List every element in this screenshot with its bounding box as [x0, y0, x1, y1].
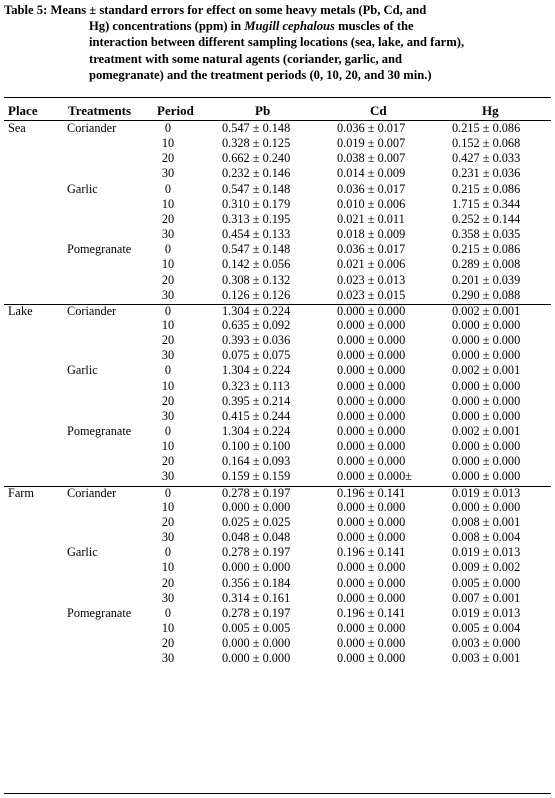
cd-cell: 0.000 ± 0.000: [337, 378, 406, 393]
hg-cell: 1.715 ± 0.344: [452, 196, 521, 211]
hg-cell: 0.000 ± 0.000: [452, 317, 521, 332]
place-cell: Sea: [8, 121, 26, 135]
pb-cell: 0.310 ± 0.179: [222, 196, 291, 211]
hg-cell: 0.000 ± 0.000: [452, 408, 521, 423]
period-cell: 10: [161, 136, 175, 151]
pb-cell: 0.278 ± 0.197: [222, 545, 291, 560]
pb-cell: 0.159 ± 0.159: [222, 469, 291, 484]
hg-cell: 0.000 ± 0.000: [452, 378, 521, 393]
hg-cell: 0.000 ± 0.000: [452, 454, 521, 469]
pb-cell: 0.278 ± 0.197: [222, 485, 291, 500]
period-cell: 30: [161, 530, 175, 545]
period-cell: 10: [161, 196, 175, 211]
hg-cell: 0.000 ± 0.000: [452, 469, 521, 484]
pb-cell: 0.164 ± 0.093: [222, 454, 291, 469]
period-cell: 30: [161, 408, 175, 423]
cd-cell: 0.019 ± 0.007: [337, 136, 406, 151]
period-cell: 20: [161, 454, 175, 469]
caption-line: interaction between different sampling locations (sea, lake, and farm),: [89, 35, 465, 50]
pb-cell: 1.304 ± 0.224: [222, 363, 291, 378]
pb-cell: 0.356 ± 0.184: [222, 575, 291, 590]
period-cell: 30: [161, 651, 175, 666]
cd-cell: 0.018 ± 0.009: [337, 227, 406, 242]
period-cell: 30: [161, 348, 175, 363]
pb-cell: 0.000 ± 0.000: [222, 651, 291, 666]
period-cell: 30: [161, 590, 175, 605]
cd-cell: 0.000 ± 0.000±: [337, 469, 412, 484]
period-cell: 20: [161, 211, 175, 226]
pb-cell: 0.308 ± 0.132: [222, 272, 291, 287]
period-cell: 10: [161, 560, 175, 575]
pb-cell: 1.304 ± 0.224: [222, 303, 291, 318]
header-period: Period: [157, 103, 194, 118]
hg-cell: 0.003 ± 0.000: [452, 636, 521, 651]
period-cell: 0: [164, 303, 172, 318]
treatment-cell: Garlic: [67, 181, 98, 196]
cd-cell: 0.000 ± 0.000: [337, 651, 406, 666]
cd-cell: 0.196 ± 0.141: [337, 605, 406, 620]
treatment-cell: Pomegranate: [67, 605, 132, 620]
cd-cell: 0.014 ± 0.009: [337, 166, 406, 181]
hg-cell: 0.289 ± 0.008: [452, 257, 521, 272]
treatment-cell: Pomegranate: [67, 424, 132, 438]
pb-cell: 0.313 ± 0.195: [222, 211, 291, 226]
period-cell: 20: [161, 636, 175, 651]
cd-cell: 0.038 ± 0.007: [337, 151, 406, 166]
treatment-cell: Garlic: [67, 545, 98, 560]
pb-cell: 0.000 ± 0.000: [222, 499, 291, 514]
hg-cell: 0.000 ± 0.000: [452, 393, 521, 408]
pb-cell: 0.635 ± 0.092: [222, 317, 291, 332]
cd-cell: 0.000 ± 0.000: [337, 333, 406, 348]
cd-cell: 0.010 ± 0.006: [337, 196, 406, 211]
hg-cell: 0.215 ± 0.086: [452, 121, 521, 135]
table-caption: [4, 2, 550, 83]
cd-cell: 0.036 ± 0.017: [337, 181, 406, 196]
cd-cell: 0.000 ± 0.000: [337, 530, 406, 545]
pb-cell: 0.048 ± 0.048: [222, 530, 291, 545]
species-name: Mugill cephalous: [244, 19, 335, 34]
hg-cell: 0.358 ± 0.035: [452, 227, 521, 242]
cd-cell: 0.023 ± 0.015: [337, 287, 406, 302]
cd-cell: 0.000 ± 0.000: [337, 439, 406, 454]
period-cell: 20: [161, 333, 175, 348]
header-pb: Pb: [255, 103, 271, 118]
hg-cell: 0.019 ± 0.013: [452, 485, 521, 500]
pb-cell: 0.547 ± 0.148: [222, 121, 291, 135]
period-cell: 0: [164, 424, 172, 438]
pb-cell: 0.662 ± 0.240: [222, 151, 291, 166]
place-cell: Farm: [8, 485, 34, 500]
pb-cell: 0.142 ± 0.056: [222, 257, 291, 272]
hg-cell: 0.290 ± 0.088: [452, 287, 521, 302]
period-cell: 10: [161, 620, 175, 635]
pb-cell: 0.278 ± 0.197: [222, 605, 291, 620]
cd-cell: 0.036 ± 0.017: [337, 121, 406, 135]
cd-cell: 0.000 ± 0.000: [337, 348, 406, 363]
treatment-cell: Coriander: [67, 121, 117, 135]
cd-cell: 0.023 ± 0.013: [337, 272, 406, 287]
cd-cell: 0.021 ± 0.011: [337, 211, 405, 226]
pb-cell: 0.005 ± 0.005: [222, 620, 291, 635]
hg-cell: 0.000 ± 0.000: [452, 333, 521, 348]
pb-cell: 0.075 ± 0.075: [222, 348, 291, 363]
hg-cell: 0.007 ± 0.001: [452, 590, 521, 605]
hg-cell: 0.152 ± 0.068: [452, 136, 521, 151]
period-cell: 0: [164, 242, 172, 257]
cd-cell: 0.000 ± 0.000: [337, 424, 406, 438]
header-treatments: Treatments: [68, 103, 132, 118]
pb-cell: 0.454 ± 0.133: [222, 227, 291, 242]
cd-cell: 0.000 ± 0.000: [337, 575, 406, 590]
period-cell: 10: [161, 439, 175, 454]
pb-cell: 0.000 ± 0.000: [222, 636, 291, 651]
period-cell: 20: [161, 272, 175, 287]
period-cell: 0: [164, 605, 172, 620]
hg-cell: 0.008 ± 0.001: [452, 514, 521, 529]
period-cell: 20: [161, 151, 175, 166]
pb-cell: 0.232 ± 0.146: [222, 166, 291, 181]
cd-cell: 0.000 ± 0.000: [337, 636, 406, 651]
period-cell: 10: [161, 499, 175, 514]
cd-cell: 0.000 ± 0.000: [337, 499, 406, 514]
hg-cell: 0.215 ± 0.086: [452, 242, 521, 257]
cd-cell: 0.036 ± 0.017: [337, 242, 406, 257]
pb-cell: 0.547 ± 0.148: [222, 242, 291, 257]
period-cell: 30: [161, 166, 175, 181]
treatment-cell: Coriander: [67, 485, 117, 500]
period-cell: 0: [164, 485, 172, 500]
hg-cell: 0.002 ± 0.001: [452, 303, 521, 318]
period-cell: 10: [161, 378, 175, 393]
hg-cell: 0.201 ± 0.039: [452, 272, 521, 287]
place-cell: Lake: [8, 303, 33, 318]
table-bottom-rule: [4, 793, 551, 794]
hg-cell: 0.000 ± 0.000: [452, 439, 521, 454]
pb-cell: 0.395 ± 0.214: [222, 393, 291, 408]
caption-line: pomegranate) and the treatment periods (0, 10, 20, and 30 min.): [89, 67, 432, 82]
cd-cell: 0.000 ± 0.000: [337, 363, 406, 378]
hg-cell: 0.002 ± 0.001: [452, 363, 521, 378]
cd-cell: 0.000 ± 0.000: [337, 317, 406, 332]
hg-cell: 0.231 ± 0.036: [452, 166, 521, 181]
pb-cell: 0.547 ± 0.148: [222, 181, 291, 196]
cd-cell: 0.000 ± 0.000: [337, 514, 406, 529]
period-cell: 0: [164, 121, 172, 135]
period-cell: 0: [164, 363, 172, 378]
cd-cell: 0.000 ± 0.000: [337, 393, 406, 408]
pb-cell: 0.328 ± 0.125: [222, 136, 291, 151]
hg-cell: 0.008 ± 0.004: [452, 530, 521, 545]
hg-cell: 0.005 ± 0.000: [452, 575, 521, 590]
caption-line: muscles of the: [334, 19, 414, 34]
hg-cell: 0.252 ± 0.144: [452, 211, 521, 226]
cd-cell: 0.196 ± 0.141: [337, 485, 406, 500]
header-cd: Cd: [370, 103, 387, 118]
period-cell: 30: [161, 287, 175, 302]
cd-cell: 0.000 ± 0.000: [337, 454, 406, 469]
treatment-cell: Pomegranate: [67, 242, 132, 257]
table-label: Table 5:: [4, 3, 48, 17]
treatment-cell: Coriander: [67, 303, 117, 318]
pb-cell: 0.025 ± 0.025: [222, 514, 291, 529]
hg-cell: 0.000 ± 0.000: [452, 348, 521, 363]
hg-cell: 0.427 ± 0.033: [452, 151, 521, 166]
hg-cell: 0.003 ± 0.001: [452, 651, 521, 666]
hg-cell: 0.019 ± 0.013: [452, 605, 521, 620]
period-cell: 20: [161, 514, 175, 529]
pb-cell: 0.314 ± 0.161: [222, 590, 291, 605]
period-cell: 10: [161, 257, 175, 272]
period-cell: 30: [161, 469, 175, 484]
pb-cell: 0.323 ± 0.113: [222, 378, 290, 393]
hg-cell: 0.215 ± 0.086: [452, 181, 521, 196]
caption-line: treatment with some natural agents (coriander, garlic, and: [89, 51, 403, 66]
caption-line: Means ± standard errors for effect on some heavy metals (Pb, Cd, and: [50, 3, 427, 17]
table-top-rule: [4, 97, 551, 98]
pb-cell: 0.415 ± 0.244: [222, 408, 291, 423]
cd-cell: 0.000 ± 0.000: [337, 590, 406, 605]
period-cell: 0: [164, 181, 172, 196]
header-place: Place: [8, 103, 38, 118]
cd-cell: 0.196 ± 0.141: [337, 545, 406, 560]
caption-line: Hg) concentrations (ppm) in: [89, 19, 245, 34]
period-cell: 20: [161, 575, 175, 590]
treatment-cell: Garlic: [67, 363, 98, 378]
hg-cell: 0.019 ± 0.013: [452, 545, 521, 560]
header-hg: Hg: [482, 103, 499, 118]
pb-cell: 0.126 ± 0.126: [222, 287, 291, 302]
hg-cell: 0.002 ± 0.001: [452, 424, 521, 438]
period-cell: 10: [161, 317, 175, 332]
pb-cell: 1.304 ± 0.224: [222, 424, 291, 438]
hg-cell: 0.009 ± 0.002: [452, 560, 521, 575]
period-cell: 30: [161, 227, 175, 242]
cd-cell: 0.000 ± 0.000: [337, 560, 406, 575]
pb-cell: 0.000 ± 0.000: [222, 560, 291, 575]
pb-cell: 0.393 ± 0.036: [222, 333, 291, 348]
cd-cell: 0.000 ± 0.000: [337, 303, 406, 318]
hg-cell: 0.005 ± 0.004: [452, 620, 521, 635]
cd-cell: 0.000 ± 0.000: [337, 620, 406, 635]
hg-cell: 0.000 ± 0.000: [452, 499, 521, 514]
period-cell: 20: [161, 393, 175, 408]
period-cell: 0: [164, 545, 172, 560]
cd-cell: 0.021 ± 0.006: [337, 257, 406, 272]
cd-cell: 0.000 ± 0.000: [337, 408, 406, 423]
pb-cell: 0.100 ± 0.100: [222, 439, 291, 454]
